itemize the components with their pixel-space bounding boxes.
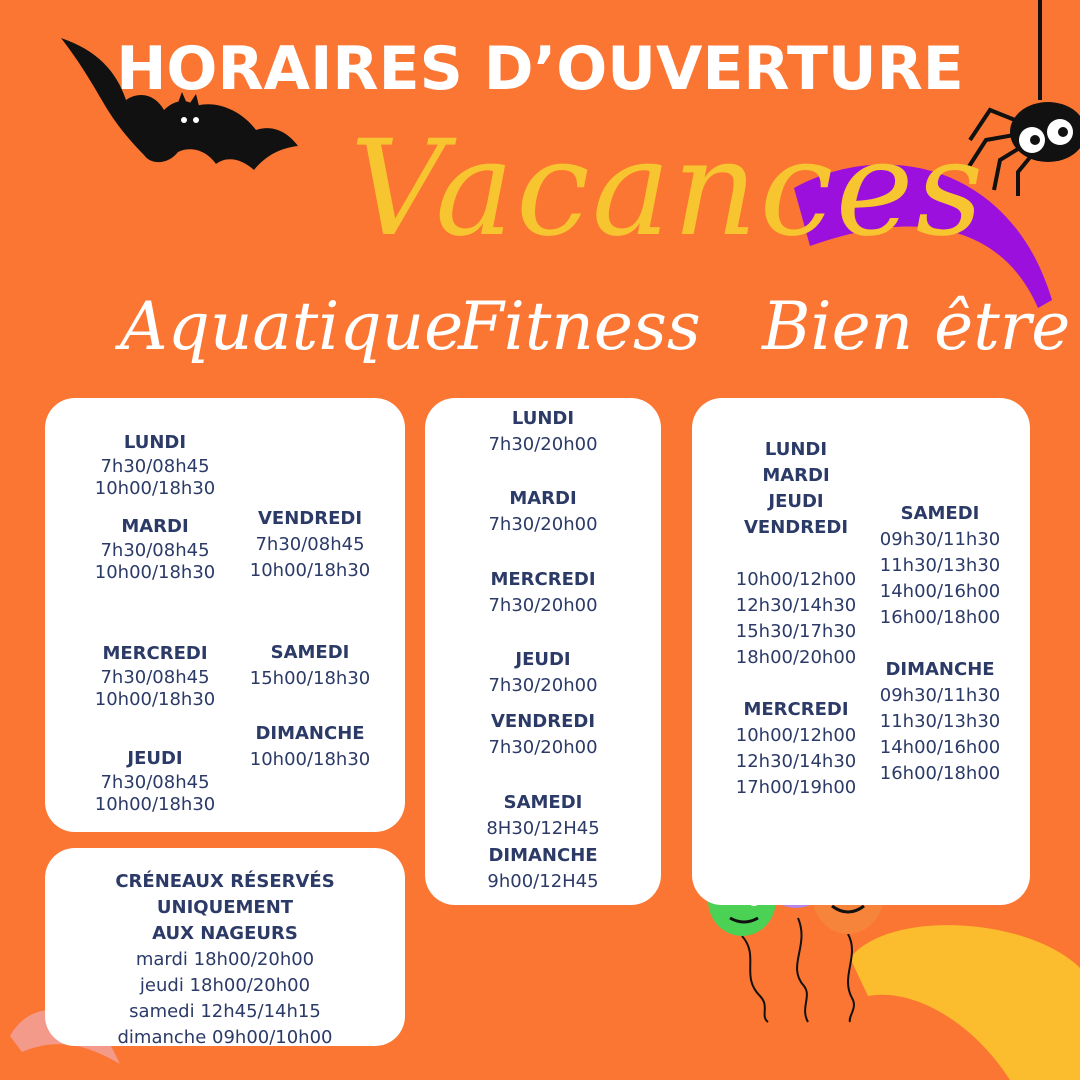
fitness-mardi xyxy=(425,486,661,538)
time-slot: 09h30/11h30 xyxy=(879,685,1001,706)
day-label: VENDREDI xyxy=(257,508,363,529)
bien-etre-weekday-slots xyxy=(726,567,866,671)
aquatique-lundi xyxy=(85,430,225,500)
time-slot: 7h30/20h00 xyxy=(488,675,598,696)
bien-etre-weekdays xyxy=(726,437,866,541)
time-slot: 10h00/18h30 xyxy=(249,749,371,770)
reserved-heading: AUX NAGEURS xyxy=(152,923,298,944)
aquatique-dimanche xyxy=(240,721,380,773)
category-aquatique-title: Aquatique xyxy=(120,288,464,365)
time-slot: 8H30/12H45 xyxy=(486,818,600,839)
time-slot: 10h00/18h30 xyxy=(94,689,216,710)
fitness-samedi xyxy=(425,790,661,842)
aquatique-mercredi xyxy=(85,641,225,711)
time-slot: 09h30/11h30 xyxy=(879,529,1001,550)
day-label: VENDREDI xyxy=(743,517,849,538)
day-label: LUNDI xyxy=(511,408,575,429)
aquatique-mardi xyxy=(85,514,225,584)
bien-etre-samedi xyxy=(870,501,1010,631)
time-slot: 11h30/13h30 xyxy=(879,555,1001,576)
day-label: DIMANCHE xyxy=(488,845,598,866)
day-label: MARDI xyxy=(762,465,830,486)
time-slot: 14h00/16h00 xyxy=(879,581,1001,602)
category-bien-etre-title: Bien être xyxy=(762,288,1071,365)
fitness-vendredi xyxy=(425,709,661,761)
time-slot: 7h30/20h00 xyxy=(488,737,598,758)
aquatique-card xyxy=(45,398,405,832)
fitness-mercredi xyxy=(425,567,661,619)
time-slot: 12h30/14h30 xyxy=(735,751,857,772)
category-fitness-title: Fitness xyxy=(458,288,701,365)
time-slot: 10h00/12h00 xyxy=(735,725,857,746)
time-slot: 17h00/19h00 xyxy=(735,777,857,798)
time-slot: samedi 12h45/14h15 xyxy=(129,1001,321,1022)
time-slot: 14h00/16h00 xyxy=(879,737,1001,758)
day-label: JEUDI xyxy=(515,649,571,670)
day-label: MARDI xyxy=(121,516,189,537)
time-slot: 16h00/18h00 xyxy=(879,763,1001,784)
time-slot: 7h30/08h45 xyxy=(100,456,210,477)
page-title: HORAIRES D’OUVERTURE xyxy=(116,34,964,104)
day-label: MERCREDI xyxy=(490,569,596,590)
time-slot: 7h30/08h45 xyxy=(100,667,210,688)
day-label: VENDREDI xyxy=(490,711,596,732)
time-slot: 10h00/18h30 xyxy=(94,794,216,815)
day-label: LUNDI xyxy=(123,432,187,453)
time-slot: 7h30/08h45 xyxy=(100,772,210,793)
time-slot: 15h00/18h30 xyxy=(249,668,371,689)
time-slot: 7h30/20h00 xyxy=(488,434,598,455)
bien-etre-dimanche xyxy=(870,657,1010,787)
day-label: DIMANCHE xyxy=(885,659,995,680)
day-label: SAMEDI xyxy=(503,792,583,813)
time-slot: 10h00/18h30 xyxy=(94,478,216,499)
day-label: LUNDI xyxy=(764,439,828,460)
time-slot: 10h00/12h00 xyxy=(735,569,857,590)
subtitle-vacances: Vacances xyxy=(350,112,986,266)
time-slot: 18h00/20h00 xyxy=(735,647,857,668)
day-label: JEUDI xyxy=(127,748,183,769)
day-label: MERCREDI xyxy=(743,699,849,720)
time-slot: 10h00/18h30 xyxy=(249,560,371,581)
day-label: MERCREDI xyxy=(102,643,208,664)
creneaux-reserves-card xyxy=(45,848,405,1046)
time-slot: 7h30/20h00 xyxy=(488,514,598,535)
time-slot: mardi 18h00/20h00 xyxy=(135,949,315,970)
time-slot: jeudi 18h00/20h00 xyxy=(139,975,311,996)
day-label: SAMEDI xyxy=(900,503,980,524)
time-slot: 7h30/08h45 xyxy=(255,534,365,555)
fitness-lundi xyxy=(425,406,661,458)
time-slot: 10h00/18h30 xyxy=(94,562,216,583)
bien-etre-card xyxy=(692,398,1030,905)
time-slot: 12h30/14h30 xyxy=(735,595,857,616)
aquatique-vendredi xyxy=(240,506,380,584)
bien-etre-mercredi xyxy=(726,697,866,801)
day-label: DIMANCHE xyxy=(255,723,365,744)
time-slot: 16h00/18h00 xyxy=(879,607,1001,628)
time-slot: 11h30/13h30 xyxy=(879,711,1001,732)
creneaux-reserves-block xyxy=(45,869,405,1051)
time-slot: dimanche 09h00/10h00 xyxy=(117,1027,333,1048)
aquatique-samedi xyxy=(240,640,380,692)
day-label: MARDI xyxy=(509,488,577,509)
day-label: SAMEDI xyxy=(270,642,350,663)
reserved-heading: CRÉNEAUX RÉSERVÉS UNIQUEMENT xyxy=(115,871,335,918)
day-label: JEUDI xyxy=(768,491,824,512)
time-slot: 9h00/12H45 xyxy=(487,871,599,892)
fitness-jeudi xyxy=(425,647,661,699)
fitness-card xyxy=(425,398,661,905)
time-slot: 15h30/17h30 xyxy=(735,621,857,642)
aquatique-jeudi xyxy=(85,746,225,816)
time-slot: 7h30/20h00 xyxy=(488,595,598,616)
fitness-dimanche xyxy=(425,843,661,895)
time-slot: 7h30/08h45 xyxy=(100,540,210,561)
